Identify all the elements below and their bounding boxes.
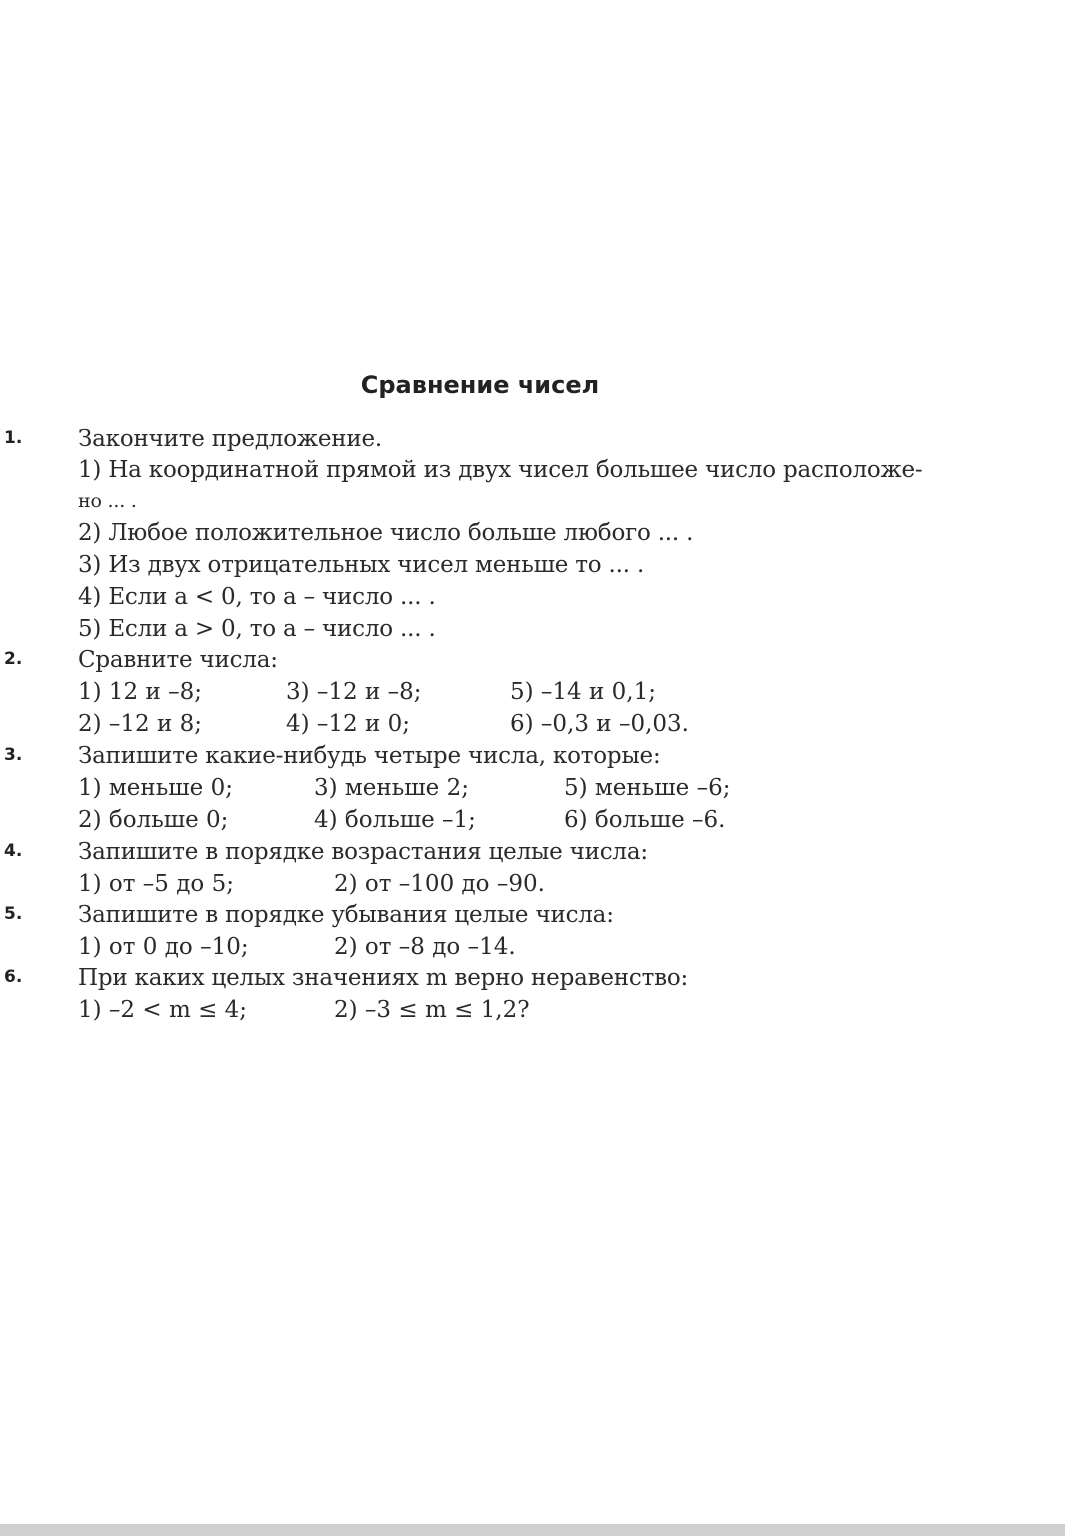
task-line: 1) На координатной прямой из двух чисел большее число расположе- [78,457,923,483]
answer-item: 1) –2 < m ≤ 4; [78,997,248,1023]
answer-item: 2) от –100 до –90. [334,871,545,897]
task-prompt: Запишите в порядке убывания целые числа: [78,902,614,928]
answer-item: 6) –0,3 и –0,03. [510,711,689,737]
task-number: 3. [4,745,23,765]
task-prompt: Запишите в порядке возрастания целые числа: [78,839,648,865]
answer-item: 6) больше –6. [564,807,726,833]
task-line: 2) Любое положительное число больше любого ... . [78,520,694,546]
bottom-scroll-bar [0,1524,1065,1536]
page-title: Сравнение чисел [360,371,600,399]
task-prompt: Закончите предложение. [78,426,383,452]
task-prompt: Запишите какие-нибудь четыре числа, которые: [78,743,661,769]
answer-item: 1) от 0 до –10; [78,934,249,960]
task-number: 5. [4,904,23,924]
answer-item: 2) –3 ≤ m ≤ 1,2? [334,997,530,1023]
task-prompt: При каких целых значениях m верно неравенство: [78,965,689,991]
answer-item: 5) –14 и 0,1; [510,679,656,705]
answer-item: 3) –12 и –8; [286,679,422,705]
answer-item: 1) от –5 до 5; [78,871,234,897]
task-line: но ... . [78,490,137,512]
answer-item: 1) 12 и –8; [78,679,203,705]
answer-item: 3) меньше 2; [314,775,469,801]
task-line: 4) Если a < 0, то a – число ... . [78,584,436,610]
task-line: 5) Если a > 0, то a – число ... . [78,616,436,642]
task-number: 6. [4,967,23,987]
task-number: 4. [4,841,23,861]
task-number: 1. [4,428,23,448]
answer-item: 2) больше 0; [78,807,229,833]
answer-item: 2) –12 и 8; [78,711,203,737]
answer-item: 4) больше –1; [314,807,476,833]
answer-item: 5) меньше –6; [564,775,731,801]
task-prompt: Сравните числа: [78,647,278,673]
answer-item: 1) меньше 0; [78,775,233,801]
task-number: 2. [4,649,23,669]
answer-item: 4) –12 и 0; [286,711,411,737]
answer-item: 2) от –8 до –14. [334,934,516,960]
task-line: 3) Из двух отрицательных чисел меньше то ... . [78,552,645,578]
